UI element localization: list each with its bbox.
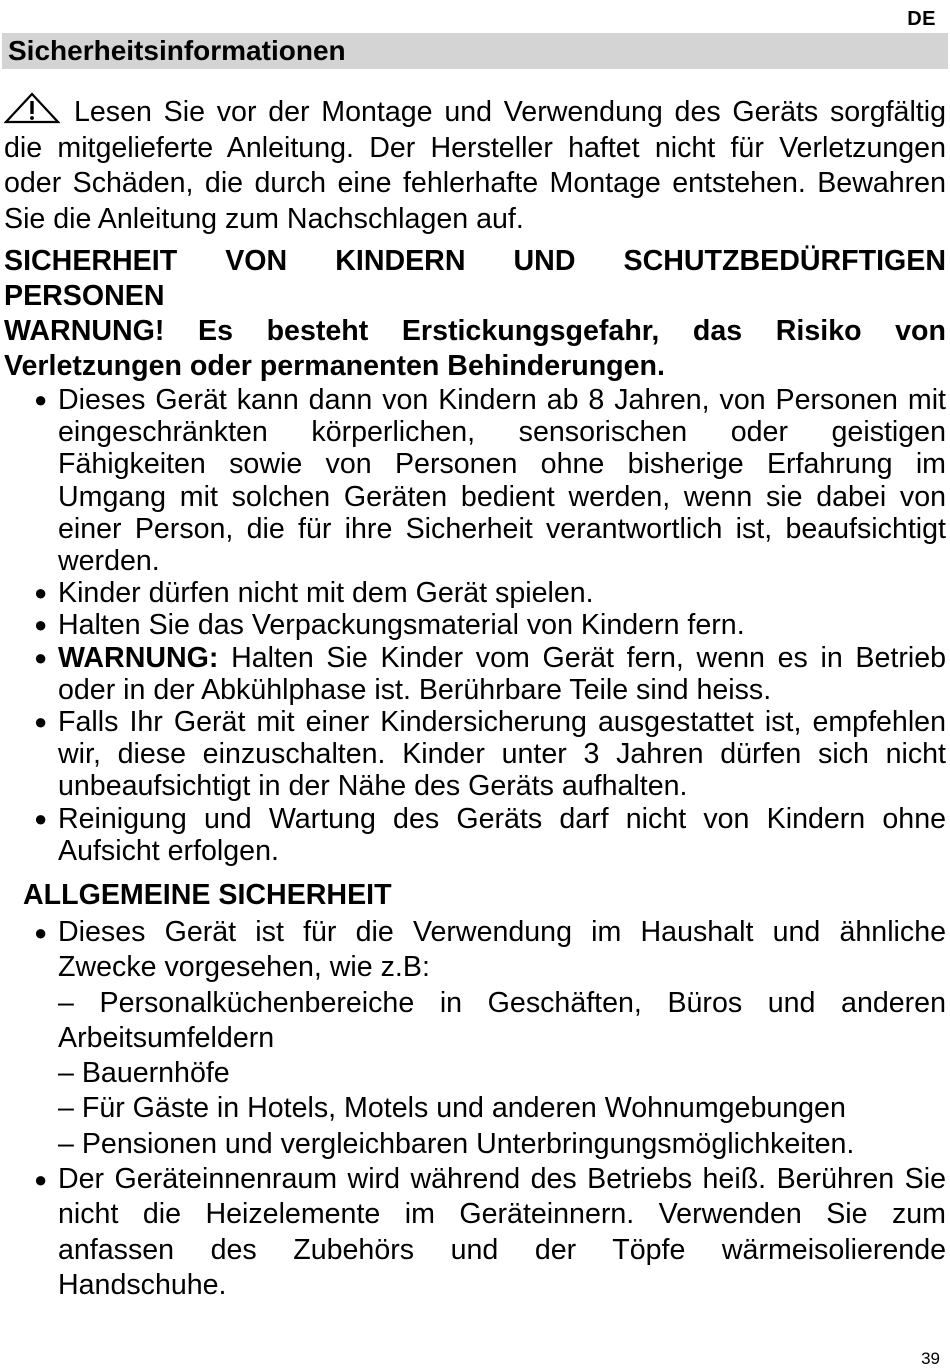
list-item: ● Reinigung und Wartung des Geräts darf nicht von Kindern ohne Aufsicht erfolgen.: [34, 802, 946, 867]
section-header-bar: [2, 33, 948, 69]
sub-list-item: – Pensionen und vergleichbaren Unterbringungsmöglichkeiten.: [58, 1127, 855, 1160]
children-heading-line2: PERSONEN: [4, 280, 165, 312]
language-tag: DE: [907, 8, 936, 30]
bullet-icon: ●: [34, 580, 48, 606]
general-safety-list: [0, 915, 946, 1303]
list-item: ● Kinder dürfen nicht mit dem Gerät spielen.: [34, 577, 594, 610]
list-item: ● Falls Ihr Gerät mit einer Kindersicherung ausgestattet ist, empfehlen wir, diese einzuschalten. Kinder unter 3 Jahren dürfen sich nicht unbeaufsichtigt in der Nähe des Geräts aufhalten.: [34, 706, 946, 803]
sub-list-item: – Personalküchenbereiche in Geschäften, Büros und anderen Arbeitsumfeldern: [58, 986, 946, 1054]
bullet-icon: ●: [34, 387, 48, 412]
intro-text: Lesen Sie vor der Montage und Verwendung des Geräts sorgfältig die mitgelieferte Anleitung. Der Hersteller haftet nicht für Verletzungen oder Schäden, die durch eine fehlerhafte Montage entstehen. Bewahren Sie die Anleitung zum Nachschlagen auf.: [4, 96, 946, 235]
list-item: ● Dieses Gerät ist für die Verwendung im Haushalt und ähnliche Zwecke vorgesehen, wie z.B: – Personalküchenbereiche in Geschäften, Büros und anderen Arbeitsumfeldern – Bauernhöfe – Für Gäste in Hotels, Motels und anderen Wohnumgebungen – Pensionen und vergleichbaren Unterbringungsmöglichkeiten.: [0, 915, 946, 1162]
section-title: Sicherheitsinformationen: [8, 35, 346, 66]
children-heading-line1: SICHERHEIT VON KINDERN UND SCHUTZBEDÜRFTIGEN: [4, 245, 946, 277]
bullet-icon: ●: [34, 612, 48, 638]
list-item: ● Der Geräteinnenraum wird während des Betriebs heiß. Berühren Sie nicht die Heizelemente im Geräteinnern. Verwenden Sie zum anfassen des Zubehörs und der Töpfe wärmeisolierende Handschuhe.: [34, 1163, 946, 1301]
bullet-icon: ●: [34, 1167, 48, 1193]
list-item: ● Dieses Gerät kann dann von Kindern ab 8 Jahren, von Personen mit eingeschränkten körperlichen, sensorischen oder geistigen Fähigkeiten sowie von Personen ohne bisherige Erfahrung im Umgang mit solchen Geräten bedient werden, wenn sie dabei von einer Person, die für ihre Sicherheit verantwortlich ist, beaufsichtigt werden.: [34, 384, 946, 578]
bullet-icon: ●: [34, 644, 48, 670]
page-number: 39: [921, 1349, 940, 1368]
list-item: ● WARNUNG: Halten Sie Kinder vom Gerät fern, wenn es in Betrieb oder in der Abkühlphase ist. Berührbare Teile sind heiss.: [34, 641, 946, 706]
bullet-icon: ●: [34, 709, 48, 735]
children-safety-heading: [4, 244, 946, 314]
general-safety-heading: ALLGEMEINE SICHERHEIT: [23, 879, 392, 911]
list-item: ● Halten Sie das Verpackungsmaterial von Kindern fern.: [34, 609, 745, 642]
children-safety-list: [0, 384, 946, 867]
children-warning-text: WARNUNG! Es besteht Erstickungsgefahr, das Risiko von Verletzungen oder permanenten Behinderungen.: [4, 315, 946, 382]
sub-list-item: – Für Gäste in Hotels, Motels und anderen Wohnumgebungen: [58, 1092, 846, 1125]
warning-triangle-icon: [4, 92, 60, 124]
intro-paragraph: [4, 92, 946, 237]
warning-label: WARNUNG:: [58, 641, 219, 674]
bullet-icon: ●: [34, 805, 48, 831]
bullet-icon: ●: [34, 920, 48, 945]
sub-list-item: – Bauernhöfe: [58, 1057, 230, 1090]
